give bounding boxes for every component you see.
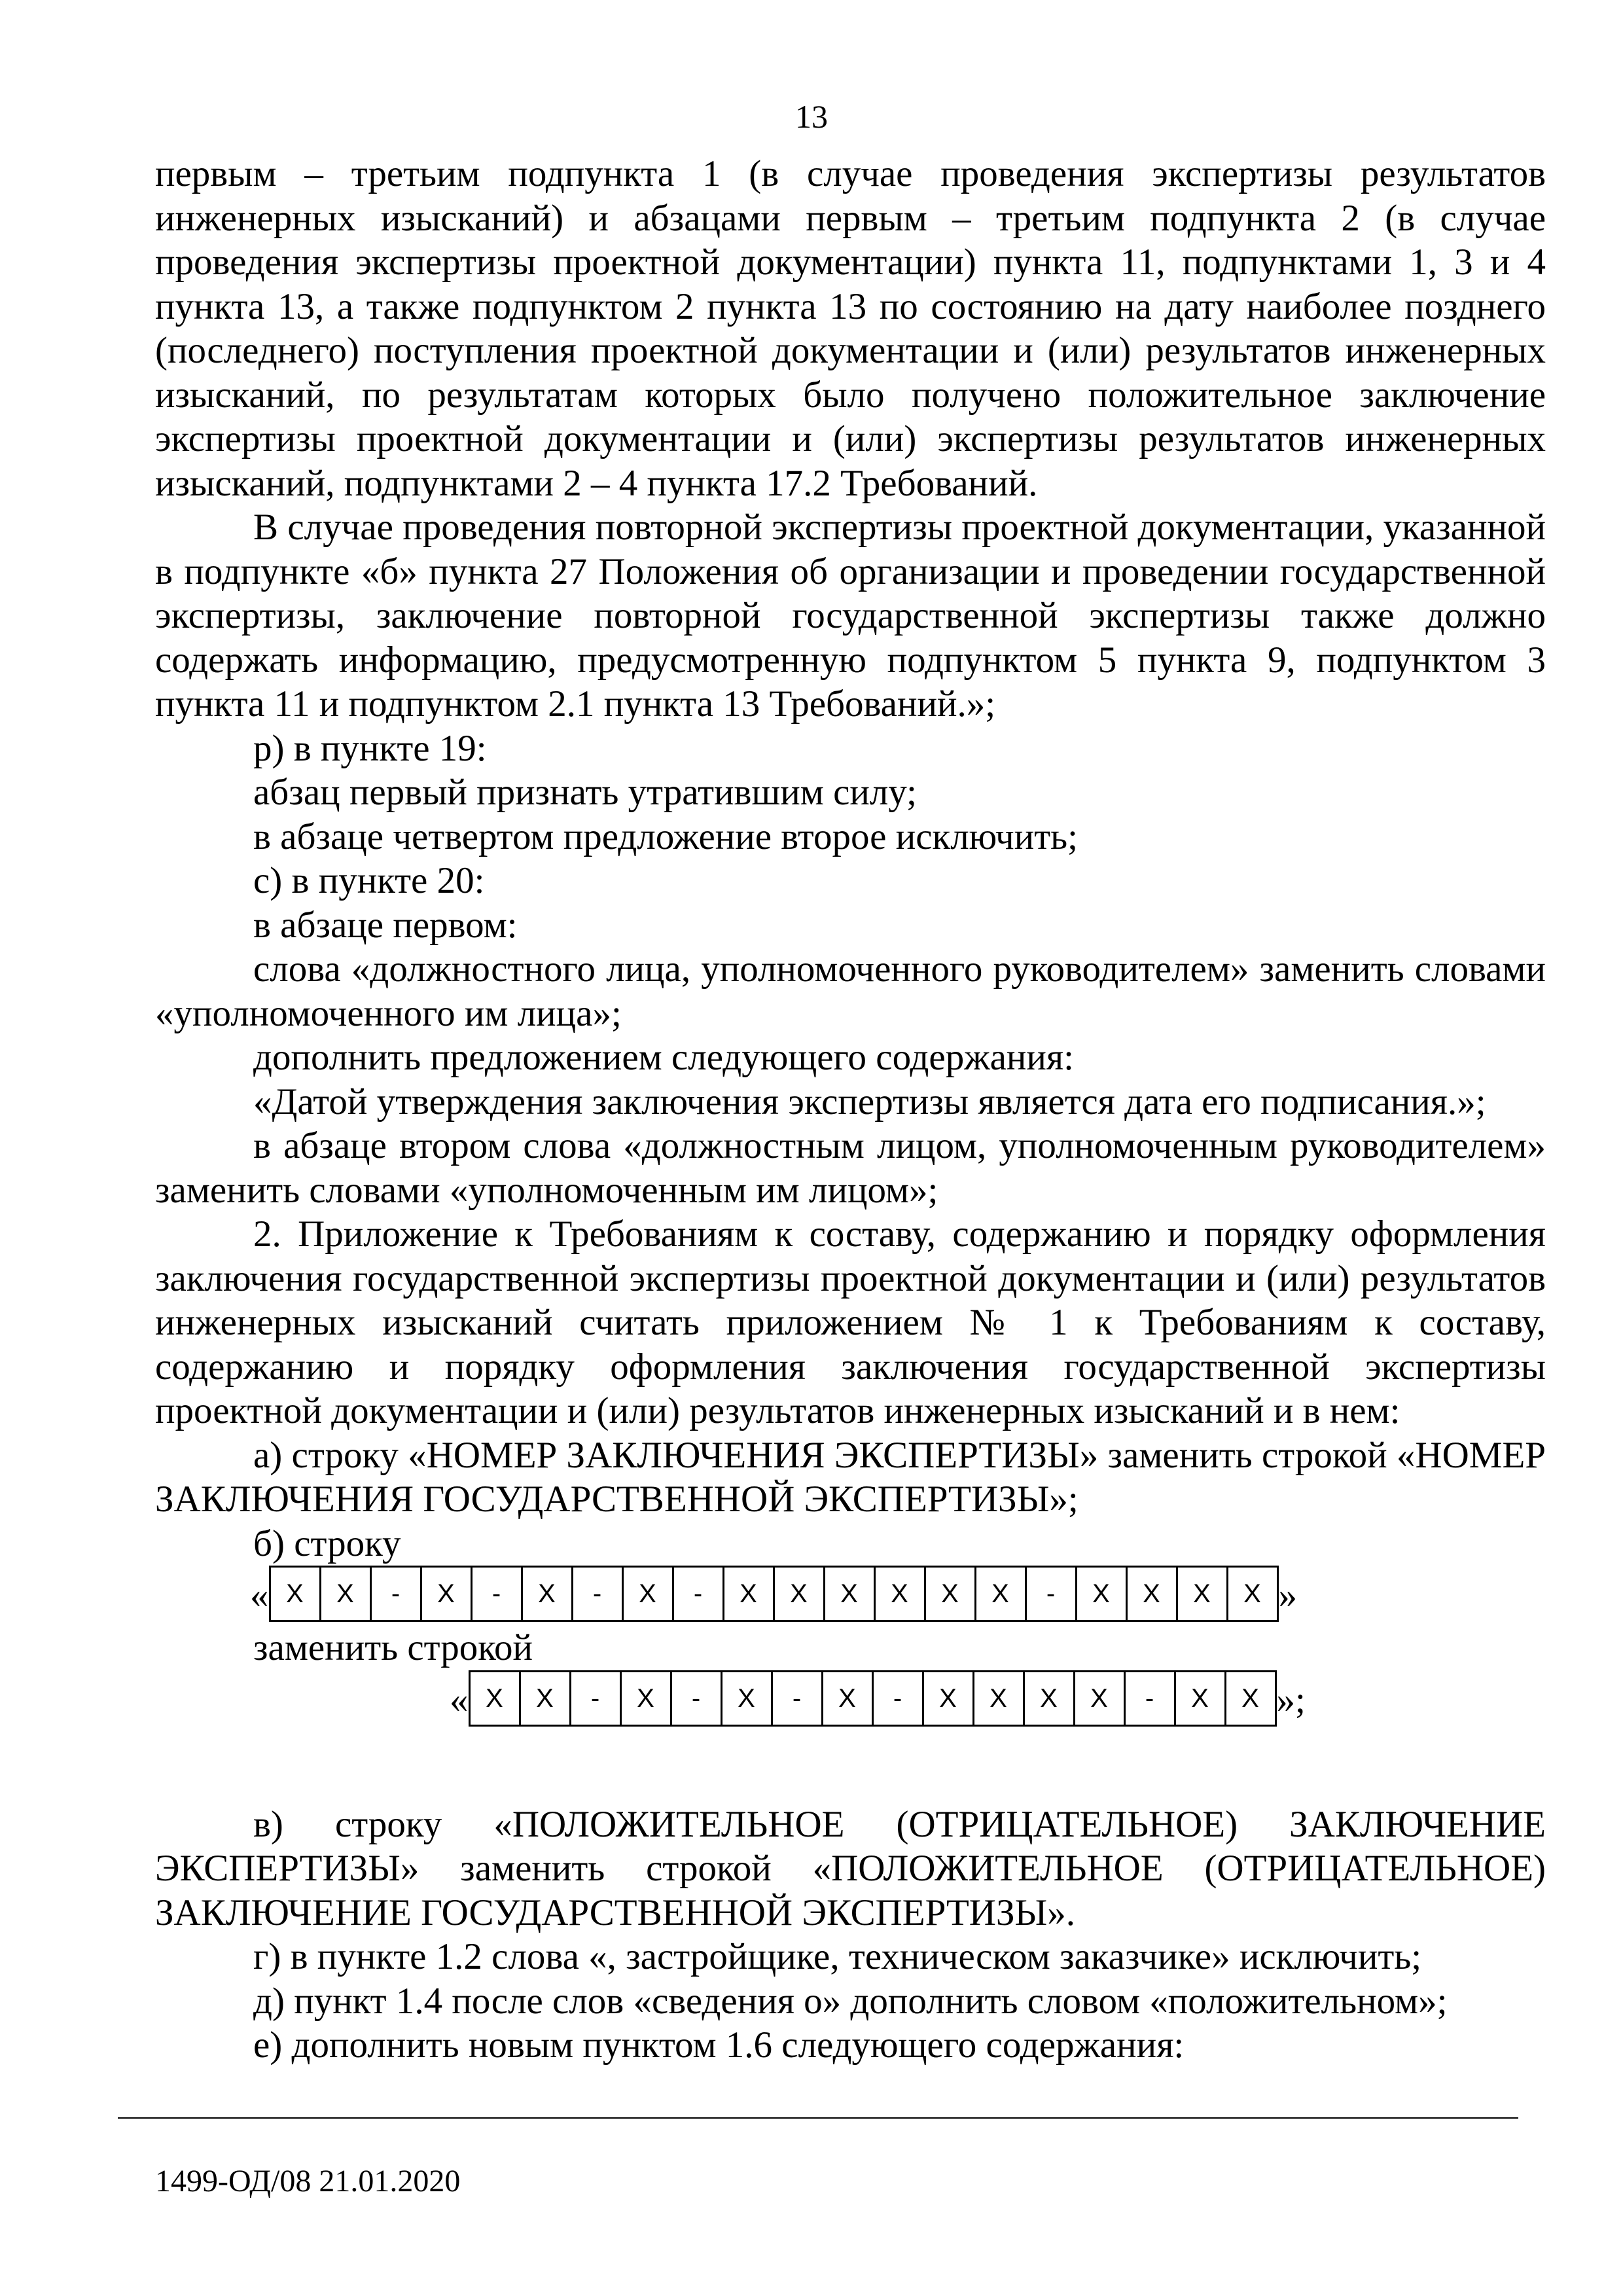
item-b-row: б) строку xyxy=(253,1522,401,1564)
item-second-paragraph: в абзаце втором слова «должностным лицом, уполномоченным руководителем» заменить словами «уполномоченным им лицом»; xyxy=(155,1125,1546,1211)
paragraph-repeat-expertise: В случае проведения повторной экспертизы проектной документации, указанной в подпункте «б» пункта 27 Положения об организации и проведении государственной экспертизы, заключение повторной государственной экспертизы также должно содержать информацию, предусмотренную подпунктом 5 пункта 9, подпунктом 3 пункта 11 и подпунктом 2.1 пункта 13 Требований.»; xyxy=(155,507,1546,725)
item-s-point-20: с) в пункте 20: xyxy=(253,860,485,901)
number-cell: Х xyxy=(876,1566,926,1622)
number-cell: Х xyxy=(1075,1670,1126,1727)
number-cell: - xyxy=(473,1566,523,1622)
number-cell: Х xyxy=(1178,1566,1228,1622)
number-cell: - xyxy=(573,1566,624,1622)
item-appendix: 2. Приложение к Требованиям к составу, содержанию и порядку оформления заключения государственной экспертизы проектной документации и (или) результатов инженерных изысканий считать приложением № 1 к Требованиям к составу, содержанию и порядку оформления заключения государственной экспертизы проектной документации и (или) результатов инженерных изысканий и в нем: xyxy=(155,1213,1546,1431)
number-cell: Х xyxy=(825,1566,876,1622)
number-cell: Х xyxy=(1077,1566,1128,1622)
item-g-point-1-2: г) в пункте 1.2 слова «, застройщике, техническом заказчике» исключить; xyxy=(253,1936,1422,1977)
document-body xyxy=(155,152,1546,2068)
close-quote: » xyxy=(1278,1575,1297,1616)
number-cell: Х xyxy=(974,1670,1025,1727)
item-first-paragraph: в абзаце первом: xyxy=(253,904,518,946)
footer-divider xyxy=(118,2117,1518,2119)
number-cell: - xyxy=(674,1566,724,1622)
close-quote: »; xyxy=(1276,1679,1306,1721)
item-fourth-paragraph: в абзаце четвертом предложение второе исключить; xyxy=(253,816,1078,857)
item-add-sentence: дополнить предложением следующего содержания: xyxy=(253,1037,1074,1078)
item-paragraph-invalid: абзац первый признать утратившим силу; xyxy=(253,772,917,813)
number-cell: - xyxy=(1126,1670,1176,1727)
item-r-point-19: р) в пункте 19: xyxy=(253,727,487,769)
number-cell: - xyxy=(874,1670,924,1727)
number-cell: - xyxy=(773,1670,823,1727)
page-number: 13 xyxy=(795,98,828,135)
number-cell: - xyxy=(672,1670,722,1727)
number-cell: Х xyxy=(976,1566,1027,1622)
number-cell: Х xyxy=(622,1670,672,1727)
number-cell: Х xyxy=(1228,1566,1279,1622)
number-cell: - xyxy=(571,1670,622,1727)
number-cell: Х xyxy=(1128,1566,1178,1622)
number-cell: Х xyxy=(823,1670,874,1727)
item-d-point-1-4: д) пункт 1.4 после слов «сведения о» дополнить словом «положительном»; xyxy=(253,1980,1448,2022)
item-e-point-1-6: е) дополнить новым пунктом 1.6 следующего содержания: xyxy=(253,2024,1185,2066)
number-cell: Х xyxy=(471,1670,521,1727)
number-cell: Х xyxy=(523,1566,573,1622)
footer-doc-ref: 1499-ОД/08 21.01.2020 xyxy=(155,2164,461,2198)
item-v-positive-negative: в) строку «ПОЛОЖИТЕЛЬНОЕ (ОТРИЦАТЕЛЬНОЕ) ЗАКЛЮЧЕНИЕ ЭКСПЕРТИЗЫ» заменить строкой «ПОЛОЖИТЕЛЬНОЕ (ОТРИЦАТЕЛЬНОЕ) ЗАКЛЮЧЕНИЕ ГОСУДАРСТВЕННОЙ ЭКСПЕРТИЗЫ». xyxy=(155,1803,1546,1933)
old-number-cells xyxy=(269,1566,1279,1622)
number-cell: Х xyxy=(521,1670,571,1727)
open-quote: « xyxy=(250,1575,269,1616)
new-number-row xyxy=(155,1670,1546,1731)
paragraph-continuation: первым – третьим подпункта 1 (в случае проведения экспертизы результатов инженерных изысканий) и абзацами первым – третьим подпункта 2 (в случае проведения экспертизы проектной документации) пункта 11, подпунктами 1, 3 и 4 пункта 13, а также подпунктом 2 пункта 13 по состоянию на дату наиболее позднего (последнего) поступления проектной документации и (или) результатов инженерных изысканий, по результатам которых было получено положительное заключение экспертизы проектной документации и (или) экспертизы результатов инженерных изысканий, подпунктами 2 – 4 пункта 17.2 Требований. xyxy=(155,153,1546,504)
number-cell: - xyxy=(1027,1566,1077,1622)
number-cell: Х xyxy=(321,1566,372,1622)
number-cell: Х xyxy=(624,1566,674,1622)
number-cell: Х xyxy=(724,1566,775,1622)
number-cell: Х xyxy=(1025,1670,1075,1727)
item-approval-date: «Датой утверждения заключения экспертизы является дата его подписания.»; xyxy=(253,1081,1486,1122)
number-cell: Х xyxy=(722,1670,773,1727)
number-cell: Х xyxy=(926,1566,976,1622)
new-number-cells xyxy=(469,1670,1277,1727)
open-quote: « xyxy=(450,1679,469,1721)
number-cell: - xyxy=(372,1566,422,1622)
number-cell: Х xyxy=(775,1566,825,1622)
item-a-number-row: а) строку «НОМЕР ЗАКЛЮЧЕНИЯ ЭКСПЕРТИЗЫ» заменить строкой «НОМЕР ЗАКЛЮЧЕНИЯ ГОСУДАРСТВЕННОЙ ЭКСПЕРТИЗЫ»; xyxy=(155,1434,1546,1520)
number-cell: Х xyxy=(1226,1670,1277,1727)
old-number-row xyxy=(155,1566,1546,1626)
number-cell: Х xyxy=(1176,1670,1226,1727)
item-replace-with-row: заменить строкой xyxy=(253,1627,533,1668)
item-words-replace: слова «должностного лица, уполномоченного руководителем» заменить словами «уполномоченного им лица»; xyxy=(155,948,1546,1034)
number-cell: Х xyxy=(924,1670,974,1727)
number-cell: Х xyxy=(422,1566,473,1622)
number-cell: Х xyxy=(271,1566,321,1622)
